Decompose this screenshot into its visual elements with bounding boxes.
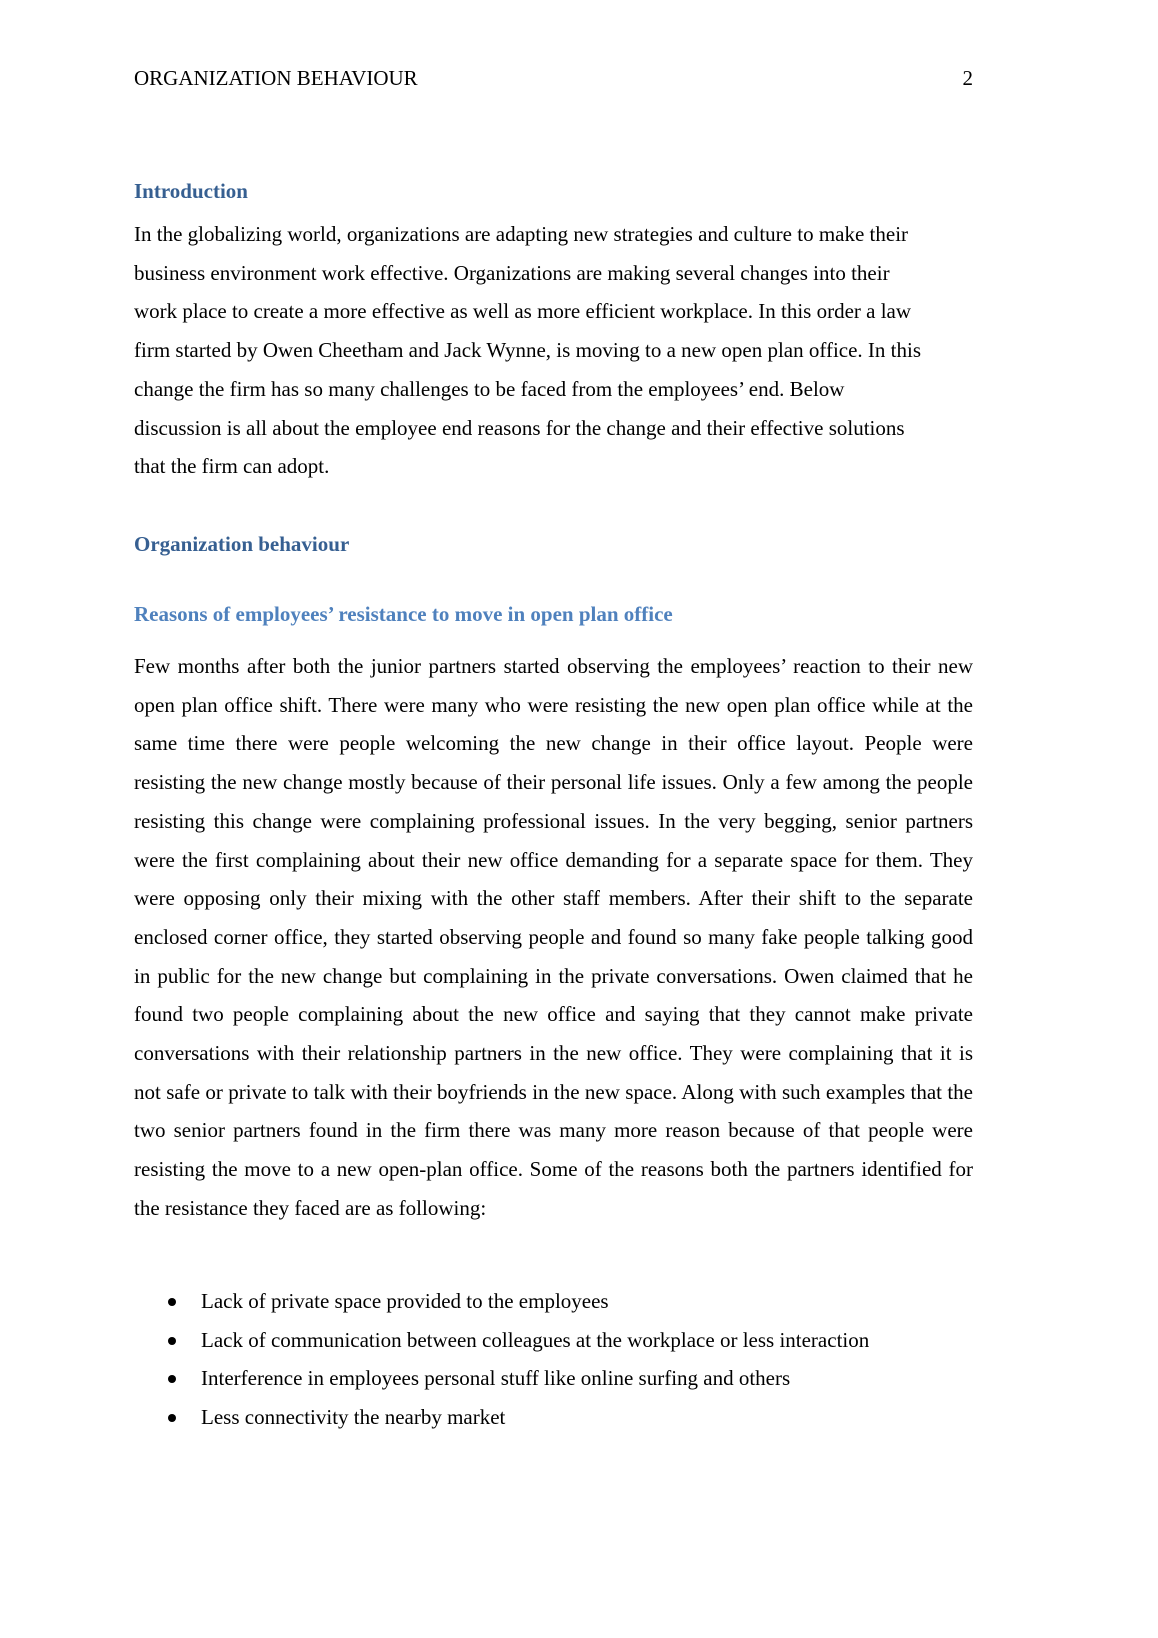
text-line: discussion is all about the employee end reasons for the change and their effective solutions — [134, 415, 905, 440]
list-item — [134, 1282, 869, 1321]
list-item-text: Less connectivity the nearby market — [201, 1404, 506, 1429]
bullet-icon — [168, 1337, 176, 1345]
list-item — [134, 1321, 869, 1360]
introduction-paragraph — [134, 215, 979, 486]
reasons-paragraph: Few months after both the junior partners started observing the employees’ reaction to their new open plan office shift. There were many who were resisting the new open plan office while at the same time there were people welcoming the new change in their office layout. People were resisting the new change mostly because of their personal life issues. Only a few among the people resisting this change were complaining professional issues. In the very begging, senior partners were the first complaining about their new office demanding for a separate space for them. They were opposing only their mixing with the other staff members. After their shift to the separate enclosed corner office, they started observing people and found so many fake people talking good in public for the new change but complaining in the private conversations. Owen claimed that he found two people complaining about the new office and saying that they cannot make private conversations with their relationship partners in the new office. They were complaining that it is not safe or private to talk with their boyfriends in the new space. Along with such examples that the two senior partners found in the firm there was many more reason because of that people were resisting the move to a new open-plan office. Some of the reasons both the partners identified for the resistance they faced are as following: — [134, 654, 973, 1220]
text-line: work place to create a more effective as well as more efficient workplace. In this order a law — [134, 299, 912, 324]
text-line: business environment work effective. Organizations are making several changes into their — [134, 260, 890, 285]
page-number: 2 — [962, 66, 973, 90]
reasons-subheading: Reasons of employees’ resistance to move in open plan office — [134, 602, 673, 626]
text-line: change the firm has so many challenges to be faced from the employees’ end. Below — [134, 376, 845, 401]
reasons-bullet-list — [134, 1282, 869, 1436]
organization-behaviour-heading: Organization behaviour — [134, 532, 350, 556]
text-line: In the globalizing world, organizations are adapting new strategies and culture to make their — [134, 222, 909, 246]
bullet-icon — [168, 1375, 176, 1383]
list-item — [134, 1359, 869, 1398]
bullet-icon — [168, 1298, 176, 1306]
list-item — [134, 1398, 869, 1437]
running-header-title: ORGANIZATION BEHAVIOUR — [134, 66, 418, 90]
list-item-text: Lack of private space provided to the employees — [201, 1289, 609, 1313]
bullet-icon — [168, 1414, 176, 1422]
text-line: that the firm can adopt. — [134, 454, 330, 479]
introduction-heading: Introduction — [134, 179, 248, 203]
text-line: firm started by Owen Cheetham and Jack Wynne, is moving to a new open plan office. In this — [134, 338, 922, 363]
list-item-text: Interference in employees personal stuff like online surfing and others — [201, 1366, 791, 1391]
list-item-text: Lack of communication between colleagues at the workplace or less interaction — [201, 1327, 870, 1352]
